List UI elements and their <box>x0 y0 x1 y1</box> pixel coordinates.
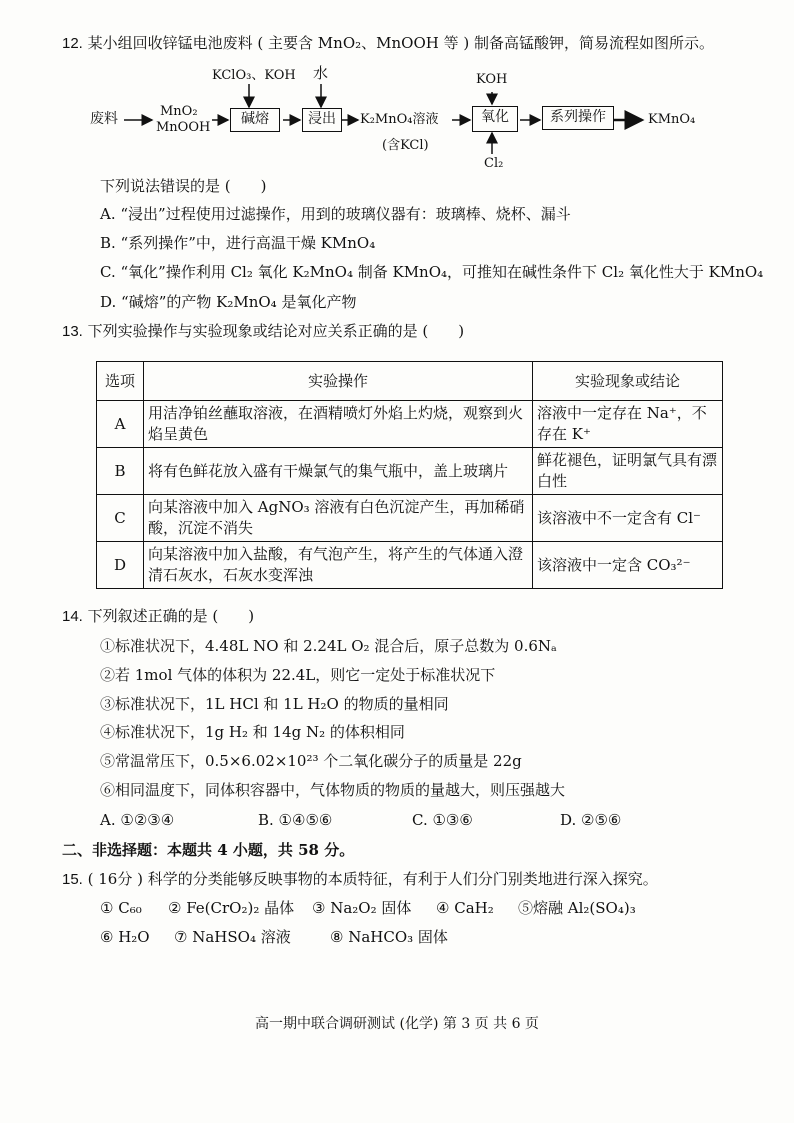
flow-mnooh: MnOOH <box>156 120 211 135</box>
flow-cl2: Cl₂ <box>484 156 504 171</box>
row-b-option: B <box>97 448 144 495</box>
page-footer: 高一期中联合调研测试 (化学) 第 3 页 共 6 页 <box>255 1016 539 1032</box>
table-row <box>97 401 723 448</box>
section-heading: 二、非选择题：本题共 4 小题，共 58 分。 <box>62 841 355 859</box>
row-c-option: C <box>97 495 144 542</box>
header-result: 实验现象或结论 <box>533 362 723 401</box>
q15-stem <box>62 869 658 890</box>
table-row <box>97 495 723 542</box>
row-a-operation: 用洁净铂丝蘸取溶液，在酒精喷灯外焰上灼烧，观察到火焰呈黄色 <box>144 401 533 448</box>
q15-number: 15. <box>62 871 83 888</box>
flow-box-series-operation: 系列操作 <box>542 106 614 130</box>
q12-flowchart <box>90 62 730 174</box>
row-d-option: D <box>97 542 144 589</box>
row-c-operation: 向某溶液中加入 AgNO₃ 溶液有白色沉淀产生，再加稀硝酸，沉淀不消失 <box>144 495 533 542</box>
flow-mno2: MnO₂ <box>160 104 198 119</box>
q14-stem <box>62 606 254 627</box>
q12-question: 下列说法错误的是 ( ) <box>100 177 267 195</box>
q14-stem-text: 下列叙述正确的是 ( ) <box>87 607 255 625</box>
q15-substance-1: ① C₆₀ <box>100 899 142 917</box>
flow-koh: KOH <box>476 72 508 87</box>
q13-number: 13. <box>62 323 83 340</box>
row-d-result: 该溶液中一定含 CO₃²⁻ <box>533 542 723 589</box>
table-header-row <box>97 362 723 401</box>
q12-number: 12. <box>62 35 83 52</box>
q12-stem-text: 某小组回收锌锰电池废料 ( 主要含 MnO₂、MnOOH 等 ) 制备高锰酸钾，简易流程如图所示。 <box>87 34 714 52</box>
q14-item-2: ②若 1mol 气体的体积为 22.4L，则它一定处于标准状况下 <box>100 666 496 684</box>
flow-waste: 废料 <box>90 111 118 127</box>
flow-contains-kcl: (含KCl) <box>382 138 429 153</box>
header-option: 选项 <box>97 362 144 401</box>
row-d-operation: 向某溶液中加入盐酸，有气泡产生，将产生的气体通入澄清石灰水，石灰水变浑浊 <box>144 542 533 589</box>
q12-option-b: B. “系列操作”中，进行高温干燥 KMnO₄ <box>100 234 376 252</box>
flow-reagents-kclo3-koh: KClO₃、KOH <box>212 68 296 83</box>
q15-stem-text: ( 16分 ) 科学的分类能够反映事物的本质特征，有利于人们分门别类地进行深入探究。 <box>87 870 658 888</box>
flow-box-alkali-fusion: 碱熔 <box>230 108 280 132</box>
flow-water: 水 <box>313 64 329 82</box>
flow-box-leaching: 浸出 <box>302 108 342 132</box>
row-a-result: 溶液中一定存在 Na⁺，不存在 K⁺ <box>533 401 723 448</box>
header-operation: 实验操作 <box>144 362 533 401</box>
q15-substance-2: ② Fe(CrO₂)₂ 晶体 <box>168 899 295 917</box>
q14-item-4: ④标准状况下，1g H₂ 和 14g N₂ 的体积相同 <box>100 723 405 741</box>
q14-choice-d: D. ②⑤⑥ <box>560 811 622 829</box>
row-b-operation: 将有色鲜花放入盛有干燥氯气的集气瓶中，盖上玻璃片 <box>144 448 533 495</box>
q15-substance-5: ⑤熔融 Al₂(SO₄)₃ <box>518 899 636 917</box>
q15-substance-4: ④ CaH₂ <box>436 899 494 917</box>
flow-product-kmno4: KMnO₄ <box>648 112 696 127</box>
q15-substance-8: ⑧ NaHCO₃ 固体 <box>330 928 448 946</box>
q14-choice-a: A. ①②③④ <box>100 811 175 829</box>
q14-choice-c: C. ①③⑥ <box>412 811 473 829</box>
q13-stem <box>62 321 464 342</box>
q14-item-3: ③标准状况下，1L HCl 和 1L H₂O 的物质的量相同 <box>100 695 449 713</box>
flow-box-oxidation: 氧化 <box>472 106 518 132</box>
row-a-option: A <box>97 401 144 448</box>
q14-number: 14. <box>62 608 83 625</box>
q12-stem <box>62 33 714 54</box>
q12-option-c: C. “氧化”操作利用 Cl₂ 氧化 K₂MnO₄ 制备 KMnO₄，可推知在碱性条件下 Cl₂ 氧化性大于 KMnO₄ <box>100 263 764 281</box>
q13-table <box>96 361 723 589</box>
q15-substance-6: ⑥ H₂O <box>100 928 150 946</box>
q12-option-a: A. “浸出”过程使用过滤操作，用到的玻璃仪器有：玻璃棒、烧杯、漏斗 <box>100 205 571 223</box>
q13-stem-text: 下列实验操作与实验现象或结论对应关系正确的是 ( ) <box>87 322 465 340</box>
q12-option-d: D. “碱熔”的产物 K₂MnO₄ 是氧化产物 <box>100 293 357 311</box>
flow-k2mno4-solution: K₂MnO₄溶液 <box>360 112 439 127</box>
q14-choice-b: B. ①④⑤⑥ <box>258 811 333 829</box>
q14-item-1: ①标准状况下，4.48L NO 和 2.24L O₂ 混合后，原子总数为 0.6Nₐ <box>100 637 557 655</box>
table-row <box>97 542 723 589</box>
row-b-result: 鲜花褪色，证明氯气具有漂白性 <box>533 448 723 495</box>
q14-item-5: ⑤常温常压下，0.5×6.02×10²³ 个二氧化碳分子的质量是 22g <box>100 752 522 770</box>
q14-item-6: ⑥相同温度下，同体积容器中，气体物质的物质的量越大，则压强越大 <box>100 781 566 799</box>
q15-substance-7: ⑦ NaHSO₄ 溶液 <box>174 928 291 946</box>
q15-substance-3: ③ Na₂O₂ 固体 <box>312 899 412 917</box>
row-c-result: 该溶液中不一定含有 Cl⁻ <box>533 495 723 542</box>
table-row <box>97 448 723 495</box>
